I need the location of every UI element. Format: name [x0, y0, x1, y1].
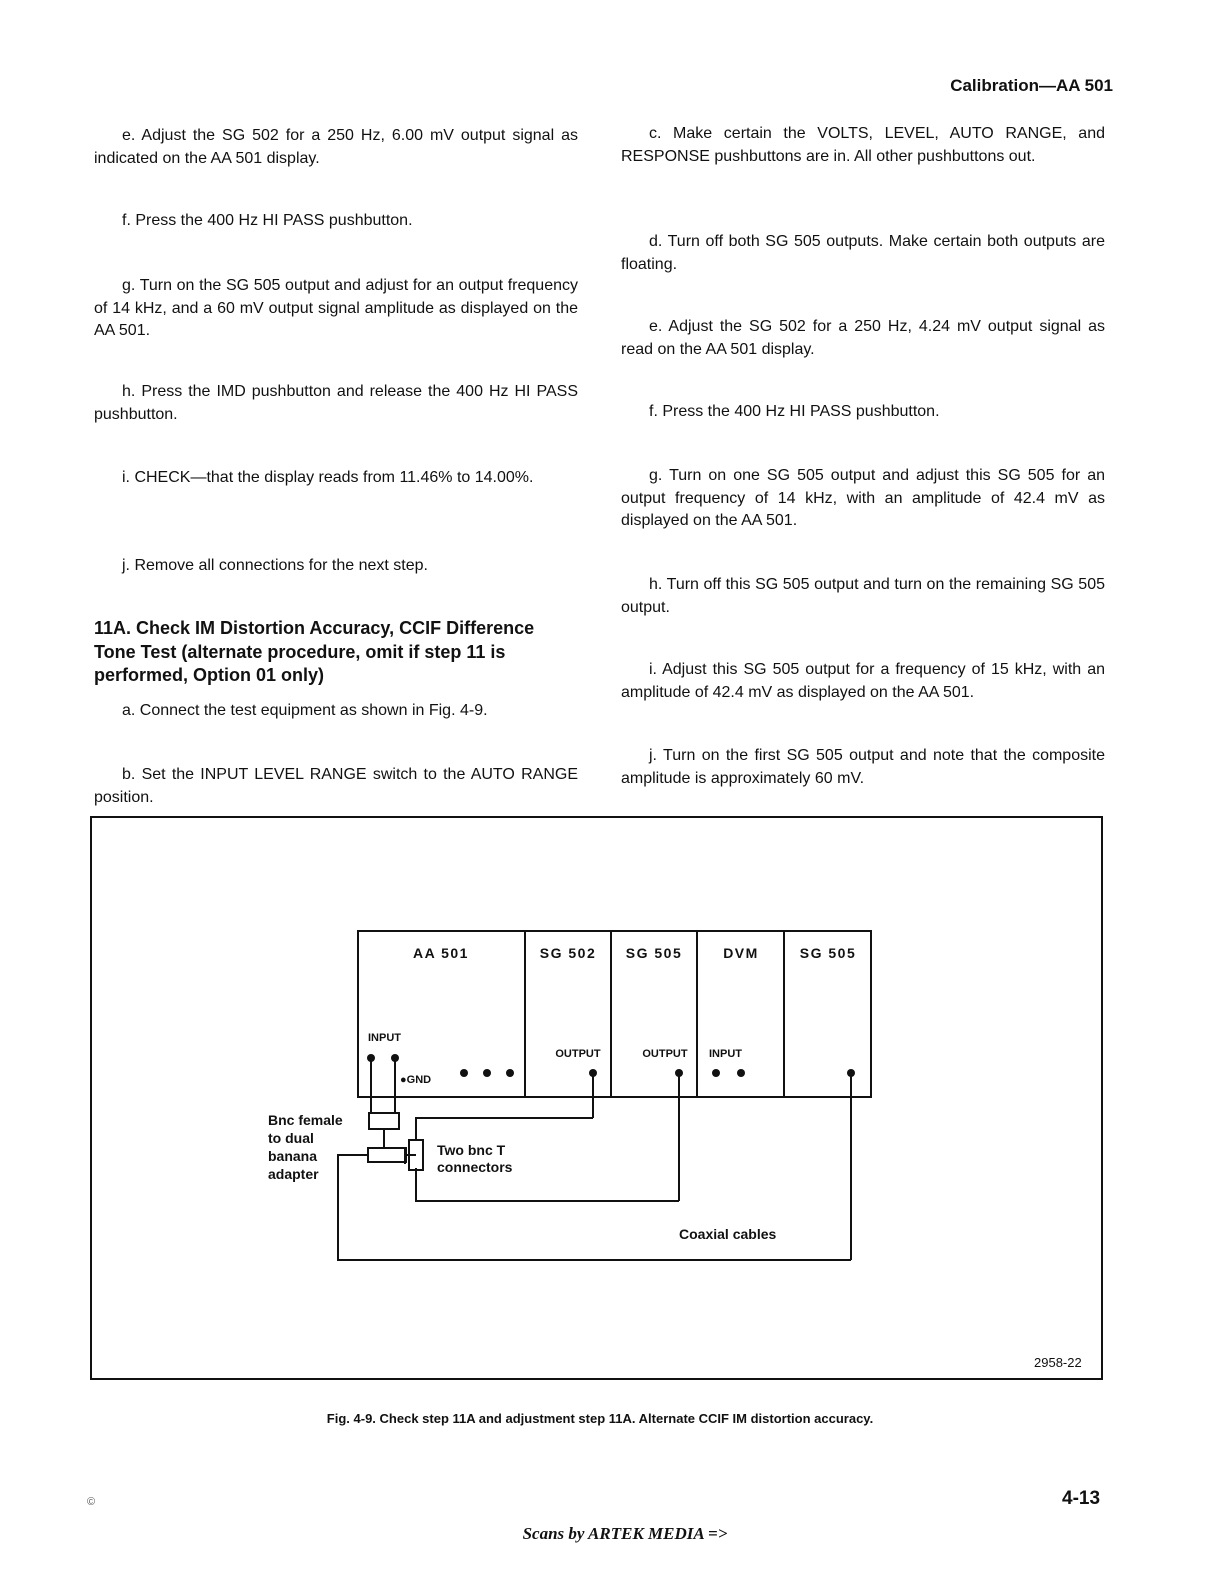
module-label-dvm: DVM	[723, 945, 759, 961]
left-step-b: b. Set the INPUT LEVEL RANGE switch to the AUTO RANGE position.	[94, 766, 578, 806]
left-step-a: a. Connect the test equipment as shown in Fig. 4-9.	[122, 702, 488, 719]
right-step-j: j. Turn on the first SG 505 output and note that the composite amplitude is approximately 60 mV.	[621, 747, 1105, 787]
left-step-e: e. Adjust the SG 502 for a 250 Hz, 6.00 mV output signal as indicated on the AA 501 display.	[94, 127, 578, 167]
adapter-label-line1: Bnc female	[268, 1112, 343, 1128]
right-step-c: c. Make certain the VOLTS, LEVEL, AUTO RANGE, and RESPONSE pushbuttons are in. All other pushbuttons out.	[621, 125, 1105, 165]
adapter-label-line4: adapter	[268, 1166, 319, 1182]
module-label-sg502: SG 502	[539, 945, 597, 961]
right-step-e: e. Adjust the SG 502 for a 250 Hz, 4.24 mV output signal as read on the AA 501 display.	[621, 318, 1105, 358]
scan-credit-footer: Scans by ARTEK MEDIA =>	[522, 1524, 728, 1543]
page-header: Calibration—AA 501	[950, 76, 1113, 95]
section-heading-11a: 11A. Check IM Distortion Accuracy, CCIF Difference Tone Test (alternate procedure, omit if step 11 is performed, Option 01 only)	[94, 618, 535, 685]
right-step-h: h. Turn off this SG 505 output and turn on the remaining SG 505 output.	[621, 576, 1105, 616]
page-number: 4-13	[1062, 1488, 1101, 1509]
corner-mark: ©	[87, 1496, 96, 1508]
module-label-sg505-a: SG 505	[625, 945, 683, 961]
left-step-h: h. Press the IMD pushbutton and release the 400 Hz HI PASS pushbutton.	[94, 383, 578, 423]
module-label-sg505-b: SG 505	[799, 945, 857, 961]
right-step-f: f. Press the 400 Hz HI PASS pushbutton.	[649, 403, 940, 420]
aa501-input-label: INPUT	[368, 1032, 401, 1044]
right-step-d: d. Turn off both SG 505 outputs. Make certain both outputs are floating.	[621, 233, 1105, 273]
adapter-label-line2: to dual	[268, 1130, 314, 1146]
left-step-j: j. Remove all connections for the next step.	[122, 557, 428, 574]
coaxial-cables-label: Coaxial cables	[679, 1226, 777, 1242]
right-step-i: i. Adjust this SG 505 output for a frequency of 15 kHz, with an amplitude of 42.4 mV as displayed on the AA 501.	[621, 661, 1105, 701]
left-step-f: f. Press the 400 Hz HI PASS pushbutton.	[122, 212, 413, 229]
figure-caption: Fig. 4-9. Check step 11A and adjustment step 11A. Alternate CCIF IM distortion accuracy.	[326, 1411, 874, 1426]
adapter-label-line3: banana	[268, 1148, 318, 1164]
aa501-gnd-label: ●GND	[400, 1074, 432, 1086]
right-step-g: g. Turn on one SG 505 output and adjust this SG 505 for an output frequency of 14 kHz, with an amplitude of 42.4 mV as displayed on the AA 501.	[621, 467, 1105, 529]
figure-number: 2958-22	[1034, 1355, 1082, 1370]
left-step-g: g. Turn on the SG 505 output and adjust for an output frequency of 14 kHz, and a 60 mV output signal amplitude as displayed on the AA 501.	[94, 277, 578, 339]
tee-label-line2: connectors	[437, 1159, 513, 1175]
sg505-output-label: OUTPUT	[642, 1048, 688, 1060]
dvm-input-label: INPUT	[709, 1048, 742, 1060]
tee-label-line1: Two bnc T	[437, 1142, 506, 1158]
left-step-i: i. CHECK—that the display reads from 11.46% to 14.00%.	[122, 469, 534, 486]
module-label-aa501: AA 501	[413, 945, 469, 961]
sg502-output-label: OUTPUT	[555, 1048, 601, 1060]
